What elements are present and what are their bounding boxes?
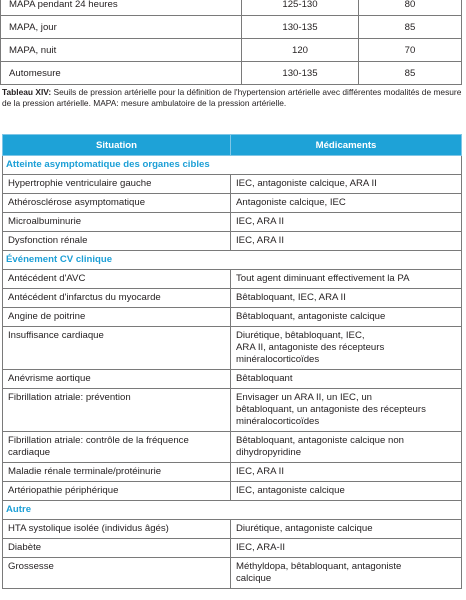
treatment-table bbox=[2, 134, 462, 589]
section-title: Atteinte asymptomatique des organes cibles bbox=[3, 156, 462, 175]
cell-medicaments: Méthyldopa, bêtabloquant, antagoniste calcique bbox=[231, 558, 462, 589]
cell-mode: MAPA, nuit bbox=[1, 39, 242, 62]
cell-situation: Diabète bbox=[3, 539, 231, 558]
cell-medicaments: Envisager un ARA II, un IEC, un bêtabloquant, un antagoniste des récepteurs minéralocorticoïdes bbox=[231, 389, 462, 432]
table-row bbox=[3, 389, 462, 432]
table-row bbox=[3, 270, 462, 289]
section-title: Événement CV clinique bbox=[3, 251, 462, 270]
header-situation: Situation bbox=[3, 135, 231, 156]
table-row bbox=[3, 539, 462, 558]
header-medicaments: Médicaments bbox=[231, 135, 462, 156]
cell-situation: Hypertrophie ventriculaire gauche bbox=[3, 175, 231, 194]
table-row bbox=[3, 520, 462, 539]
cell-situation: Angine de poitrine bbox=[3, 308, 231, 327]
cell-medicaments: IEC, antagoniste calcique bbox=[231, 482, 462, 501]
cell-situation: HTA systolique isolée (individus âgés) bbox=[3, 520, 231, 539]
cell-situation: Fibrillation atriale: prévention bbox=[3, 389, 231, 432]
cell-systolic: 125-130 bbox=[242, 0, 359, 16]
cell-systolic: 130-135 bbox=[242, 62, 359, 85]
table-row bbox=[1, 62, 462, 85]
threshold-table bbox=[0, 0, 462, 85]
cell-medicaments: Diurétique, bêtabloquant, IEC, ARA II, antagoniste des récepteurs minéralocorticoïdes bbox=[231, 327, 462, 370]
cell-medicaments: IEC, ARA II bbox=[231, 463, 462, 482]
cell-mode: MAPA, jour bbox=[1, 16, 242, 39]
cell-medicaments: Tout agent diminuant effectivement la PA bbox=[231, 270, 462, 289]
cell-situation: Athérosclérose asymptomatique bbox=[3, 194, 231, 213]
table-row bbox=[3, 175, 462, 194]
section-row bbox=[3, 251, 462, 270]
table-row bbox=[3, 194, 462, 213]
cell-situation: Microalbuminurie bbox=[3, 213, 231, 232]
header-row bbox=[3, 135, 462, 156]
cell-diastolic: 70 bbox=[359, 39, 462, 62]
caption-label: Tableau XIV: bbox=[2, 87, 52, 97]
cell-diastolic: 85 bbox=[359, 62, 462, 85]
table-caption bbox=[2, 87, 462, 109]
table-row bbox=[3, 463, 462, 482]
caption-text: Seuils de pression artérielle pour la définition de l'hypertension artérielle avec différentes modalités de mesure de la pression artérielle. MAPA: mesure ambulatoire de la pression artérielle. bbox=[2, 87, 462, 108]
table-row bbox=[3, 482, 462, 501]
cell-situation: Fibrillation atriale: contrôle de la fréquence cardiaque bbox=[3, 432, 231, 463]
cell-systolic: 120 bbox=[242, 39, 359, 62]
cell-medicaments: Diurétique, antagoniste calcique bbox=[231, 520, 462, 539]
table-row bbox=[3, 289, 462, 308]
cell-medicaments: Bêtabloquant, antagoniste calcique non dihydropyridine bbox=[231, 432, 462, 463]
table-row bbox=[1, 39, 462, 62]
cell-situation: Maladie rénale terminale/protéinurie bbox=[3, 463, 231, 482]
section-title: Autre bbox=[3, 501, 462, 520]
cell-systolic: 130-135 bbox=[242, 16, 359, 39]
cell-situation: Antécédent d'infarctus du myocarde bbox=[3, 289, 231, 308]
cell-situation: Insuffisance cardiaque bbox=[3, 327, 231, 370]
cell-medicaments: Bêtabloquant, antagoniste calcique bbox=[231, 308, 462, 327]
table-row bbox=[3, 213, 462, 232]
cell-mode: Automesure bbox=[1, 62, 242, 85]
table-row bbox=[3, 308, 462, 327]
cell-situation: Grossesse bbox=[3, 558, 231, 589]
cell-medicaments: IEC, ARA II bbox=[231, 232, 462, 251]
section-row bbox=[3, 156, 462, 175]
table-row bbox=[3, 327, 462, 370]
cell-medicaments: IEC, ARA-II bbox=[231, 539, 462, 558]
cell-situation: Antécédent d'AVC bbox=[3, 270, 231, 289]
table-row bbox=[1, 0, 462, 16]
table-row bbox=[3, 558, 462, 589]
cell-situation: Anévrisme aortique bbox=[3, 370, 231, 389]
table-row bbox=[3, 432, 462, 463]
cell-diastolic: 85 bbox=[359, 16, 462, 39]
cell-diastolic: 80 bbox=[359, 0, 462, 16]
cell-medicaments: Bêtabloquant, IEC, ARA II bbox=[231, 289, 462, 308]
cell-situation: Dysfonction rénale bbox=[3, 232, 231, 251]
cell-medicaments: Antagoniste calcique, IEC bbox=[231, 194, 462, 213]
table-row bbox=[1, 16, 462, 39]
cell-situation: Artériopathie périphérique bbox=[3, 482, 231, 501]
table-row bbox=[3, 232, 462, 251]
cell-medicaments: Bêtabloquant bbox=[231, 370, 462, 389]
table-row bbox=[3, 370, 462, 389]
cell-medicaments: IEC, ARA II bbox=[231, 213, 462, 232]
section-row bbox=[3, 501, 462, 520]
cell-medicaments: IEC, antagoniste calcique, ARA II bbox=[231, 175, 462, 194]
cell-mode: MAPA pendant 24 heures bbox=[1, 0, 242, 16]
